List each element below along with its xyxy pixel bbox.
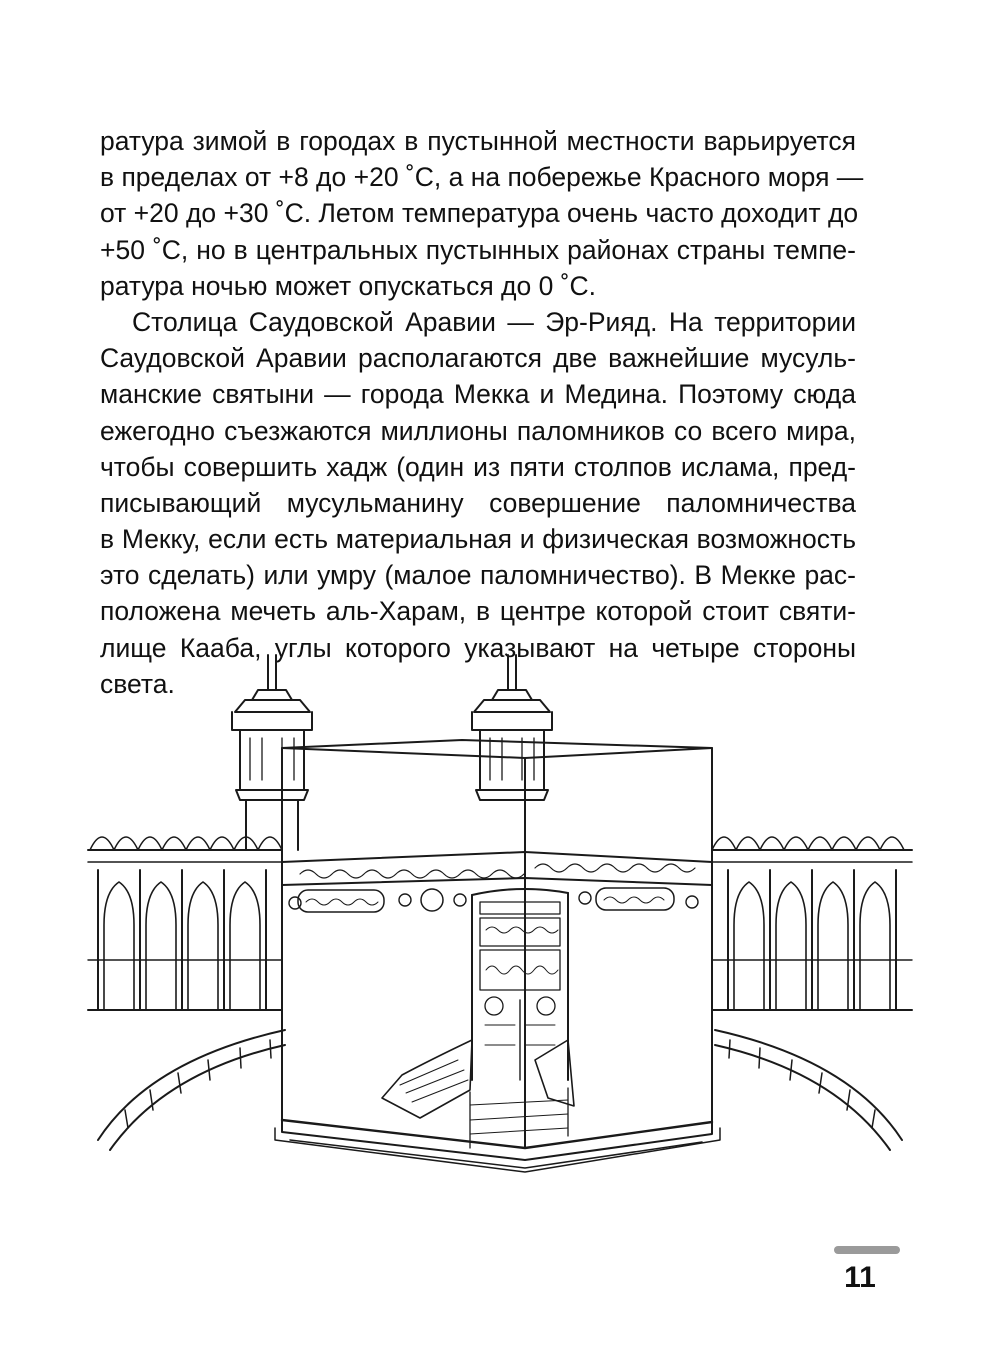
- minaret-right: [472, 655, 552, 800]
- text-line: чтобы совершить хадж (один из пяти столпов ислама, пред-: [100, 451, 856, 482]
- text-line: лище Кааба, углы которого указывают на четыре стороны: [100, 632, 856, 663]
- minaret-left: [232, 655, 312, 850]
- mosque-arcade: [88, 837, 912, 1010]
- page-number-bar: [834, 1246, 900, 1254]
- text-line: от +20 до +30 ˚С. Летом температура очень часто доходит до: [100, 198, 859, 229]
- page-number: 11: [844, 1261, 876, 1294]
- text-line: писывающий мусульманину совершение паломничества: [100, 487, 856, 518]
- text-line: ратура зимой в городах в пустынной местности варьируется: [100, 126, 856, 156]
- text-line: ежегодно съезжаются миллионы паломников со всего мира,: [100, 415, 856, 446]
- kaaba-illustration: [80, 650, 920, 1210]
- text-line: манские святыни — города Мекка и Медина. Поэтому сюда: [100, 379, 856, 410]
- text-line: +50 ˚С, но в центральных пустынных районах страны темпе-: [100, 234, 856, 265]
- text-line: Столица Саудовской Аравии — Эр-Рияд. На территории: [132, 306, 856, 337]
- text-line: это сделать) или умру (малое паломничество). В Мекке рас-: [100, 560, 856, 591]
- body-text: [100, 123, 864, 702]
- paragraph-capital-and-kaaba: [100, 304, 856, 702]
- paragraph-climate: [100, 123, 864, 304]
- text-line: ратура ночью может опускаться до 0 ˚С.: [100, 270, 597, 301]
- text-line: в Мекку, если есть материальная и физическая возможность: [100, 524, 856, 555]
- kaaba-cube: [282, 740, 712, 1148]
- text-line: Саудовской Аравии располагаются две важнейшие мусуль-: [100, 343, 856, 374]
- text-line: положена мечеть аль-Харам, в центре которой стоит святи-: [100, 596, 856, 627]
- kaaba-door: [472, 889, 568, 1080]
- text-line: света.: [100, 668, 175, 699]
- kiswa-curtain: [382, 1040, 574, 1118]
- text-line: в пределах от +8 до +20 ˚С, а на побережье Красного моря —: [100, 162, 864, 193]
